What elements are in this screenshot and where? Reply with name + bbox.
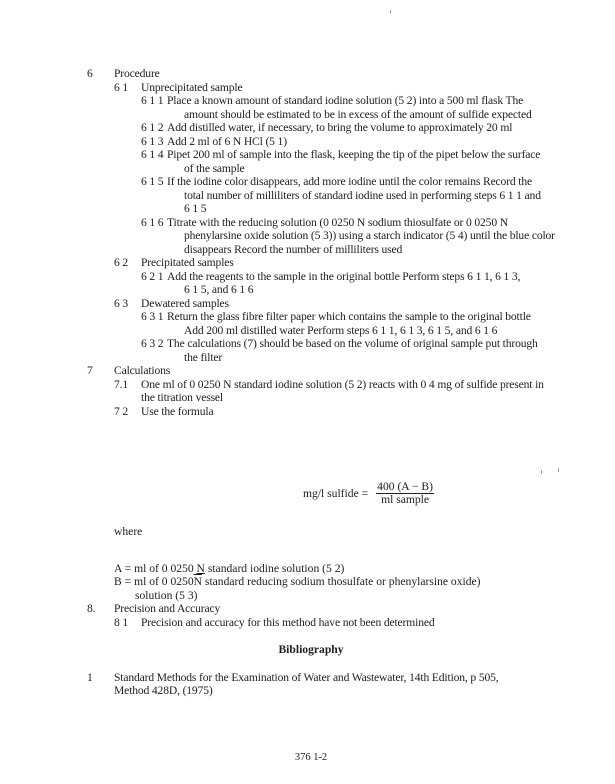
item-text: Add 2 ml of 6 N HCl (5 1) [167, 134, 287, 148]
item-text-block [167, 121, 555, 135]
subsection-heading: Dewatered samples [141, 296, 229, 310]
formula-numerator: 400 (A − B) [377, 480, 433, 493]
item-6-2-1 [141, 270, 555, 297]
item-6-1-3 [141, 135, 555, 149]
item-text-block [167, 310, 555, 337]
item-text-block [167, 94, 555, 121]
item-text-block [167, 175, 555, 216]
item-text: the filter [184, 350, 223, 364]
item-number: 6 1 5 [141, 175, 164, 188]
reference-1 [87, 671, 555, 698]
subsection-7-1 [114, 378, 555, 405]
item-6-1-6 [141, 216, 555, 257]
reference-text: Method 428D, (1975) [114, 684, 213, 697]
item-6-1-5 [141, 175, 555, 216]
section-6 [87, 67, 555, 81]
formula-denominator: ml sample [381, 493, 430, 506]
item-text: If the iodine color disappears, add more iodine until the color remains Record the [167, 175, 533, 188]
subsection-text: Use the formula [141, 404, 214, 418]
item-text: Pipet 200 ml of sample into the flask, keeping the tip of the pipet below the surface [167, 148, 541, 161]
subsection-number: 6 2 [114, 256, 129, 269]
item-6-1-2 [141, 121, 555, 135]
where-label: where [114, 525, 143, 538]
item-number: 6 1 3 [141, 134, 164, 148]
scan-speck [558, 468, 559, 472]
item-text-block [167, 337, 555, 364]
reference-text-block [114, 671, 555, 698]
item-text-block [167, 148, 555, 175]
item-number: 6 2 1 [141, 269, 164, 283]
page-number: 376 1-2 [294, 751, 328, 763]
section-number: 6 [87, 67, 93, 80]
item-text: of the sample [184, 161, 245, 175]
subsection-text: Precision and accuracy for this method have not been determined [141, 615, 435, 629]
subsection-text: One ml of 0 0250 N standard iodine solution (5 2) reacts with 0 4 mg of sulfide present in [141, 377, 544, 391]
section-8 [87, 602, 555, 616]
scan-speck [390, 10, 391, 13]
item-6-1-4 [141, 148, 555, 175]
reference-number: 1 [87, 670, 93, 684]
formula-fraction [376, 481, 434, 506]
item-number: 6 3 1 [141, 310, 164, 323]
subsection-6-3 [114, 297, 555, 311]
subsection-number: 6 1 [114, 80, 129, 94]
definition-a: A = ml of 0 0250 N standard iodine solution (5 2) [114, 561, 345, 575]
item-number: 6 3 2 [141, 337, 164, 350]
item-text: Return the glass fibre filter paper which contains the sample to the original bottle [167, 310, 531, 323]
item-text: amount should be estimated to be in excess of the amount of sulfide expected [184, 107, 532, 121]
subsection-7-2 [114, 405, 555, 419]
item-6-1-1 [141, 94, 555, 121]
item-text-block [167, 270, 555, 297]
section-7 [87, 364, 555, 378]
subsection-number: 7.1 [114, 377, 129, 391]
item-text: Titrate with the reducing solution (0 0250 N sodium thiosulfate or 0 0250 N [167, 215, 508, 229]
section-number: 8. [87, 602, 96, 615]
item-text: total number of milliliters of standard iodine used in performing steps 6 1 1 and [184, 188, 541, 202]
item-number: 6 1 2 [141, 121, 164, 134]
section-heading: Procedure [114, 67, 160, 80]
item-text: Add distilled water, if necessary, to bring the volume to approximately 20 ml [167, 121, 513, 134]
section-number: 7 [87, 364, 93, 377]
item-number: 6 1 4 [141, 148, 164, 161]
section-heading: Calculations [114, 364, 171, 377]
subsection-6-2 [114, 256, 555, 270]
section-heading: Precision and Accuracy [114, 602, 221, 615]
subsection-text: the titration vessel [141, 391, 224, 404]
item-text: 6 1 5 [184, 202, 207, 215]
scan-speck [541, 470, 542, 474]
formula [303, 481, 555, 506]
subsection-8-1 [114, 616, 555, 630]
bibliography-heading: Bibliography [278, 643, 344, 656]
item-text: Add the reagents to the sample in the original bottle Perform steps 6 1 1, 6 1 3, [167, 269, 521, 283]
item-text: Place a known amount of standard iodine solution (5 2) into a 500 ml flask The [167, 94, 524, 107]
item-number: 6 1 6 [141, 215, 164, 229]
item-text-block [167, 216, 555, 257]
subsection-number: 7 2 [114, 404, 129, 418]
definition-b-cont: solution (5 3) [135, 588, 198, 602]
item-number: 6 1 1 [141, 94, 164, 107]
item-text: disappears Record the number of milliliters used [184, 242, 403, 256]
item-text: 6 1 5, and 6 1 6 [184, 283, 254, 296]
item-text-block [167, 135, 555, 149]
subsection-heading: Precipitated samples [141, 256, 234, 269]
formula-lhs: mg/l sulfide = [303, 486, 369, 500]
subsection-6-1 [114, 81, 555, 95]
item-6-3-1 [141, 310, 555, 337]
subsection-number: 6 3 [114, 296, 129, 310]
subsection-heading: Unprecipitated sample [141, 80, 243, 94]
item-text: The calculations (7) should be based on the volume of original sample put through [167, 337, 538, 350]
item-text: Add 200 ml distilled water Perform steps 6 1 1, 6 1 3, 6 1 5, and 6 1 6 [184, 323, 498, 337]
subsection-text-block [141, 378, 555, 405]
item-6-3-2 [141, 337, 555, 364]
item-text: phenylarsine oxide solution (5 3)) using a starch indicator (5 4) until the blue color [184, 229, 555, 242]
definition-b: B = ml of 0 $0250\overline{N}$ standard reducing sodium thosulfate or phenylarsine oxide) [114, 575, 481, 588]
reference-text: Standard Methods for the Examination of Water and Wastewater, 14th Edition, p 505, [114, 670, 499, 684]
subsection-number: 8 1 [114, 615, 129, 629]
